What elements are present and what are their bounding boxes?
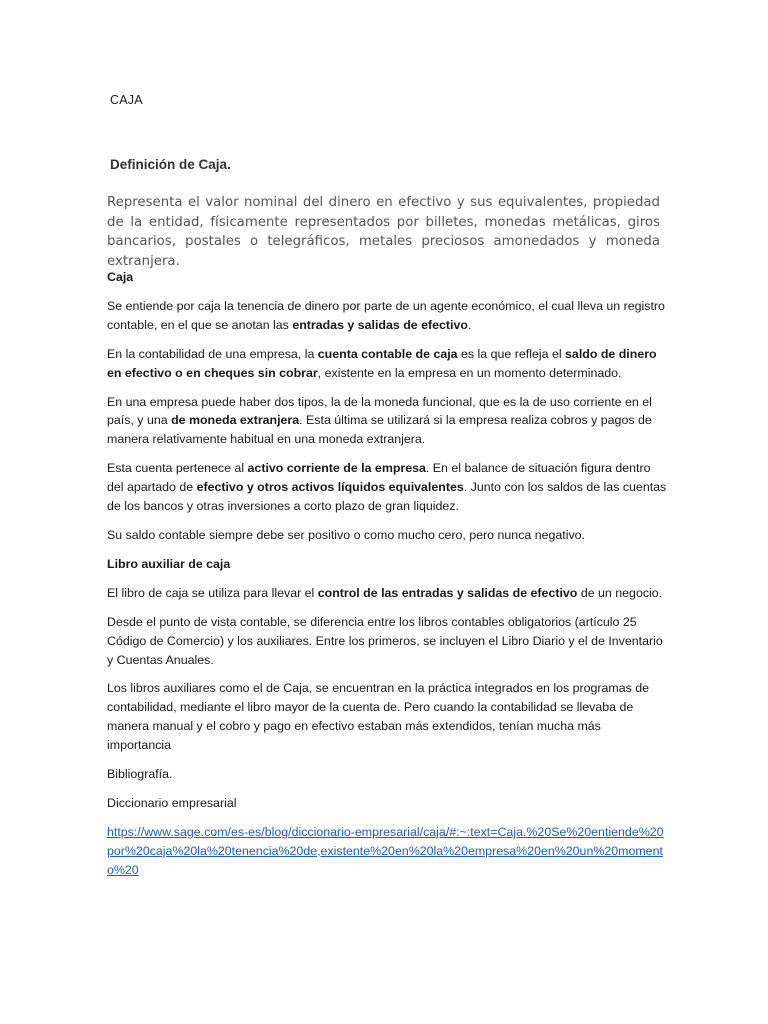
dictionary-label: Diccionario empresarial <box>107 795 237 810</box>
caja-heading: Caja <box>107 270 134 284</box>
paragraph-3: En una empresa puede haber dos tipos, la de la moneda funcional, que es la de uso corriente en el país, y una de moneda extranjera. Esta última se utilizará si la empresa realiza cobros y pagos de manera relativamente habitual en una moneda extranjera. <box>107 394 652 447</box>
paragraph-6: El libro de caja se utiliza para llevar el control de las entradas y salidas de efectivo de un negocio. <box>107 585 663 600</box>
definition-heading: Definición de Caja. <box>110 157 231 172</box>
paragraph-7: Desde el punto de vista contable, se diferencia entre los libros contables obligatorios (artículo 25 Código de Comercio) y los auxiliares. Entre los primeros, se incluyen el Libro Diario y el de Inventario y Cuentas Anuales. <box>107 614 663 667</box>
definition-paragraph: Representa el valor nominal del dinero en efectivo y sus equivalentes, propiedad de la entidad, físicamente representados por billetes, monedas metálicas, giros bancarios, postales o telegráficos, metales preciosos amonedados y moneda extranjera. <box>107 195 660 269</box>
paragraph-8: Los libros auxiliares como el de Caja, se encuentran en la práctica integrados en los programas de contabilidad, mediante el libro mayor de la cuenta de. Pero cuando la contabilidad se llevaba de manera manual y el cobro y pago en efectivo estaban más extendidos, tenían mucha más importancia <box>107 681 650 753</box>
document-body <box>107 268 667 890</box>
paragraph-2: En la contabilidad de una empresa, la cuenta contable de caja es la que refleja el saldo de dinero en efectivo o en cheques sin cobrar, existente en la empresa en un momento determinado. <box>107 346 657 380</box>
paragraph-1: Se entiende por caja la tenencia de dinero por parte de un agente económico, el cual lleva un registro contable, en el que se anotan las entradas y salidas de efectivo. <box>107 298 665 332</box>
document-title: CAJA <box>110 93 143 107</box>
paragraph-5: Su saldo contable siempre debe ser positivo o como mucho cero, pero nunca negativo. <box>107 527 586 542</box>
libro-heading: Libro auxiliar de caja <box>107 556 231 571</box>
reference-link-row <box>107 823 667 880</box>
reference-link[interactable]: https://www.sage.com/es-es/blog/diccionario-empresarial/caja/#:~:text=Caja.%20Se%20entiende%20por%20caja%20la%20tenencia%20de,existente%20en%20la%20empresa%20en%20un%20momento%20 <box>107 824 664 877</box>
paragraph-4: Esta cuenta pertenece al activo corriente de la empresa. En el balance de situación figura dentro del apartado de efectivo y otros activos líquidos equivalentes. Junto con los saldos de las cuentas de los bancos y otras inversiones a corto plazo de gran liquidez. <box>107 461 667 514</box>
bibliography-label: Bibliografía. <box>107 767 173 782</box>
